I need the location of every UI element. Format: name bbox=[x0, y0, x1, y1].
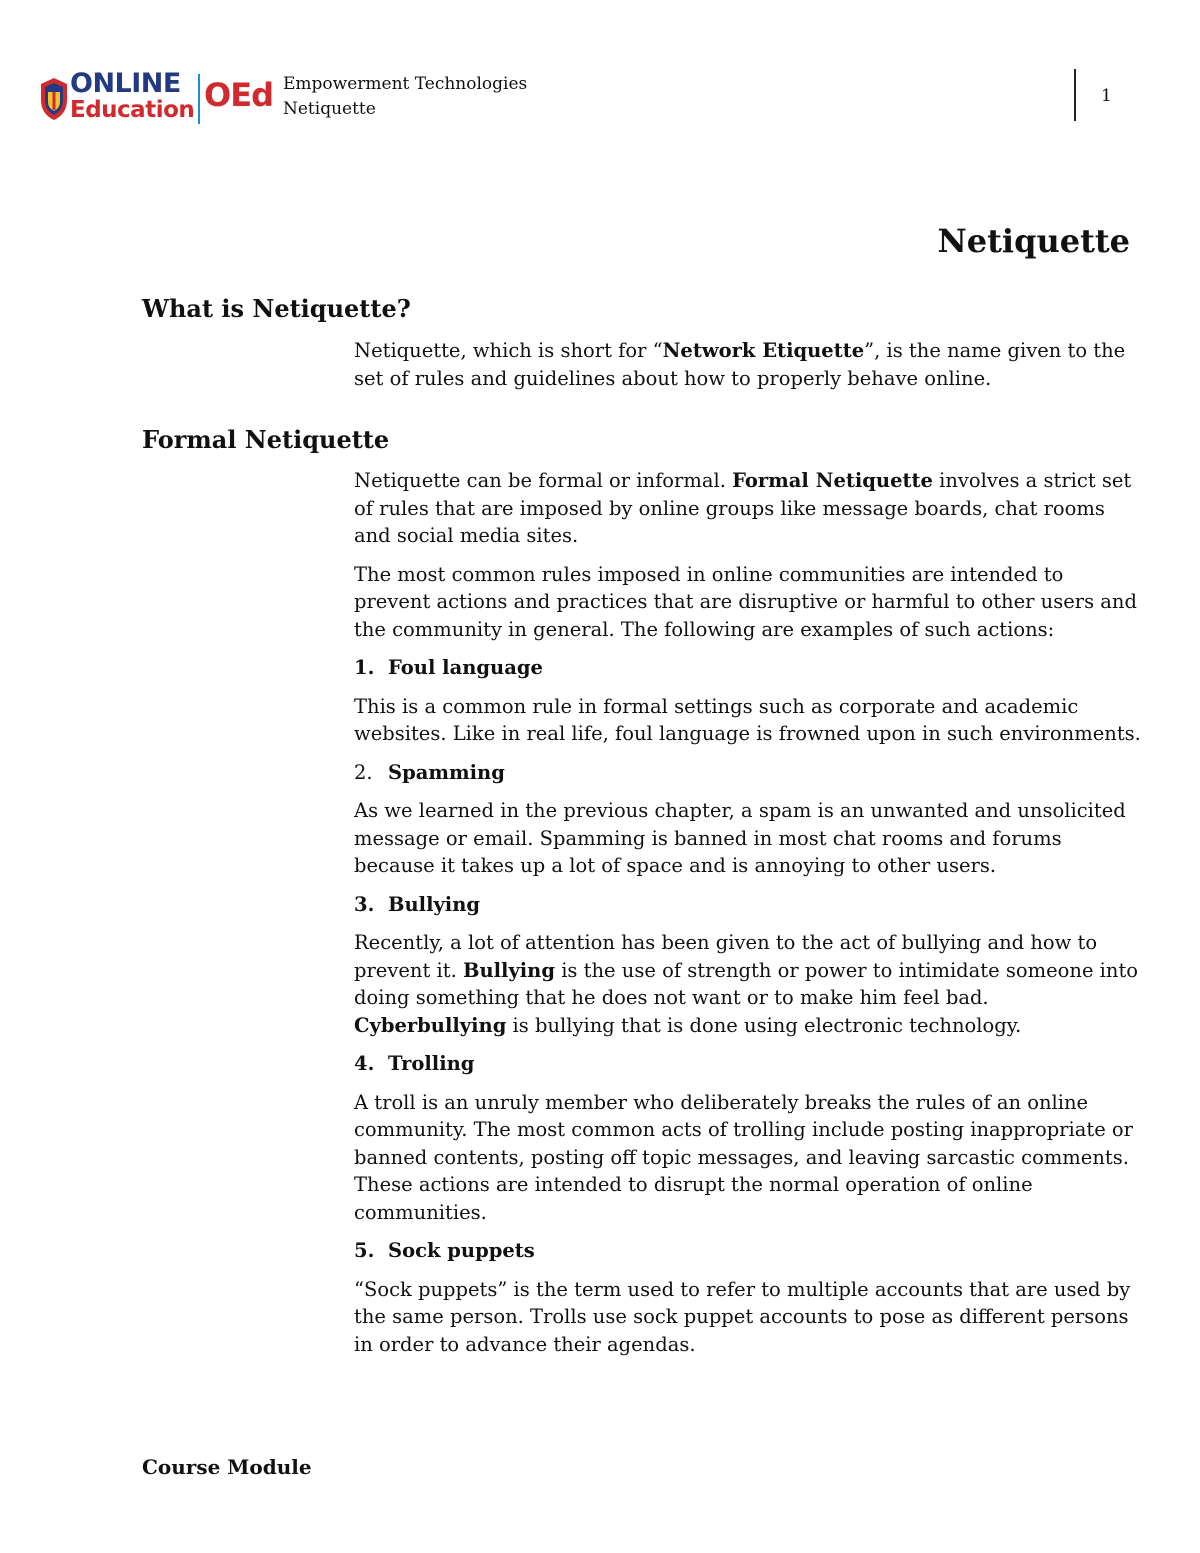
list-number: 2. bbox=[354, 760, 373, 784]
list-title: Foul language bbox=[388, 656, 543, 679]
rules-paragraph: The most common rules imposed in online communities are intended to prevent actions and practices that are disruptive or harmful to other users and the community in general. The following are examples of such actions: bbox=[354, 562, 1137, 641]
list-item-title bbox=[354, 1050, 1144, 1078]
header-course-info bbox=[283, 72, 527, 122]
logo-divider bbox=[198, 74, 200, 124]
text-run: Netiquette, which is short for “ bbox=[354, 339, 663, 362]
list-item-text bbox=[354, 929, 1144, 1039]
list-item-text: A troll is an unruly member who deliberately breaks the rules of an online community. The most common acts of trolling include posting inappropriate or banned contents, posting off topic messages, and leaving sarcastic comments. These actions are intended to disrupt the normal operation of online communities. bbox=[354, 1090, 1133, 1224]
list-title: Spamming bbox=[388, 760, 505, 784]
list-item-text: This is a common rule in formal settings such as corporate and academic websites. Like in real life, foul language is frowned upon in such environments. bbox=[354, 694, 1141, 745]
list-item-title bbox=[354, 759, 1144, 787]
text-run: is bullying that is done using electronic technology. bbox=[506, 1013, 1022, 1037]
logo-oed-text: OEd bbox=[204, 76, 273, 114]
list-item-title bbox=[354, 1237, 1144, 1265]
list-number: 1. bbox=[354, 656, 375, 679]
list-number: 5. bbox=[354, 1239, 375, 1262]
list-number: 3. bbox=[354, 892, 375, 916]
text-run: involves a strict set of rules that are imposed by online groups like message boards, chat rooms and social media sites. bbox=[354, 469, 1132, 547]
shield-crest-icon bbox=[38, 74, 70, 122]
page-header bbox=[38, 68, 1128, 128]
list-item-text: As we learned in the previous chapter, a spam is an unwanted and unsolicited message or email. Spamming is banned in most chat rooms and forums because it takes up a lot of space and is annoying to other users. bbox=[354, 799, 1126, 877]
bold-term: Network Etiquette bbox=[662, 339, 865, 362]
header-course-name: Empowerment Technologies bbox=[283, 74, 528, 94]
page-footer: Course Module bbox=[142, 1455, 312, 1479]
bold-term: Cyberbullying bbox=[354, 1013, 507, 1037]
list-title: Sock puppets bbox=[388, 1239, 535, 1262]
formal-section-body bbox=[354, 467, 1144, 1358]
heading-what-is-netiquette: What is Netiquette? bbox=[142, 294, 411, 323]
text-run: Netiquette can be formal or informal. bbox=[354, 469, 733, 492]
heading-formal-netiquette: Formal Netiquette bbox=[142, 425, 390, 454]
header-divider bbox=[1074, 69, 1076, 121]
list-title: Trolling bbox=[388, 1052, 475, 1075]
text-run: Recently, a lot of attention has been given to the act of bullying and how to prevent it. bbox=[354, 931, 1098, 982]
list-title: Bullying bbox=[388, 892, 481, 916]
formal-intro-paragraph bbox=[354, 467, 1144, 550]
what-is-section-body bbox=[354, 337, 1144, 392]
text-run: ”, is the name given to the set of rules and guidelines about how to properly behave online. bbox=[354, 339, 1126, 390]
logo-online-text: ONLINE bbox=[70, 68, 181, 99]
page-number: 1 bbox=[1101, 86, 1112, 106]
bold-term: Formal Netiquette bbox=[732, 469, 933, 492]
page-title: Netiquette bbox=[937, 222, 1130, 260]
logo-education-text: Education bbox=[70, 97, 195, 123]
list-item-text: “Sock puppets” is the term used to refer to multiple accounts that are used by the same person. Trolls use sock puppet accounts to pose as different persons in order to advance their agendas. bbox=[354, 1277, 1131, 1356]
online-education-logo bbox=[38, 68, 273, 126]
text-run: is the use of strength or power to intimidate someone into doing something that he does not want or to make him feel bad. bbox=[354, 958, 1139, 1009]
list-item-title bbox=[354, 654, 1144, 682]
list-number: 4. bbox=[354, 1052, 375, 1075]
definition-paragraph bbox=[354, 337, 1144, 392]
header-topic: Netiquette bbox=[283, 99, 376, 119]
bold-term: Bullying bbox=[462, 958, 555, 982]
list-item-title bbox=[354, 891, 1144, 919]
